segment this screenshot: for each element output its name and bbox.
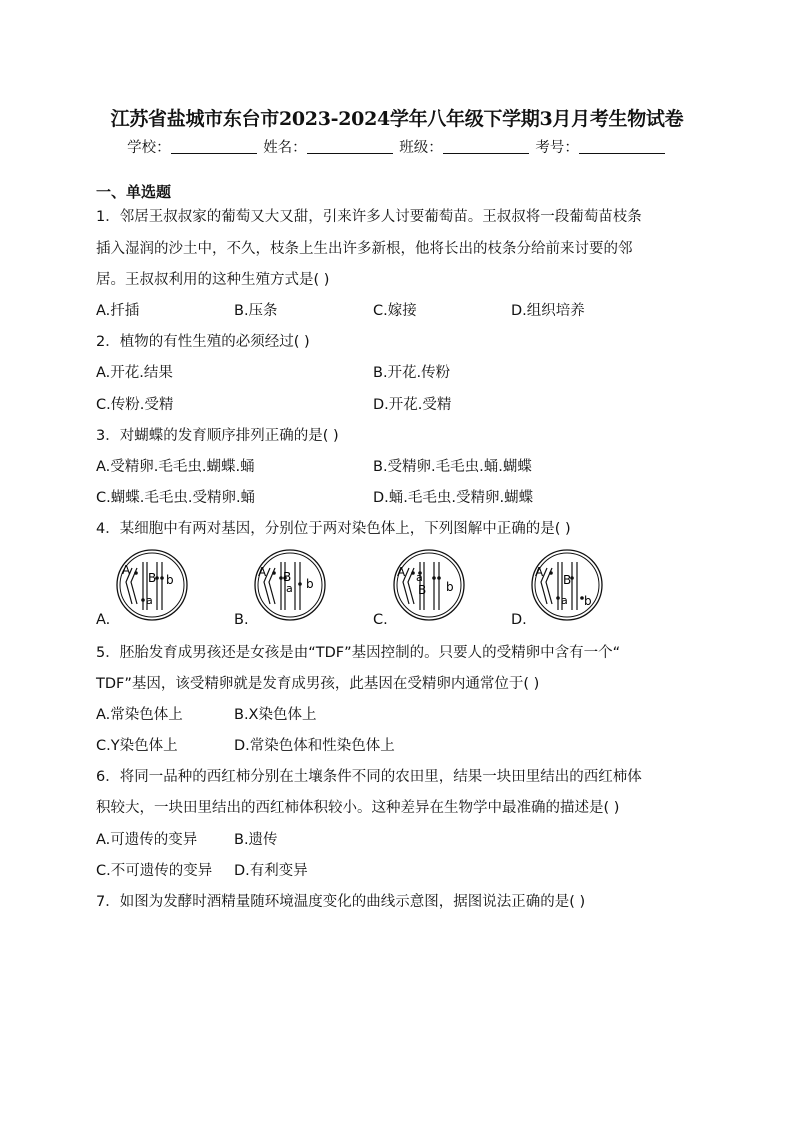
cell-diagram-c[interactable]: [389, 548, 469, 622]
question-5-option-b[interactable]: B.X染色体上: [234, 707, 317, 723]
section-heading: 一、单选题: [96, 183, 172, 201]
question-6-option-d[interactable]: D.有利变异: [234, 863, 308, 879]
question-2-line-1: 2．植物的有性生殖的必须经过( ): [96, 334, 310, 350]
gene-label: B: [148, 571, 157, 585]
question-6-line-1: 6．将同一品种的西红柿分别在土壤条件不同的农田里，结果一块田里结出的西红柿体: [96, 769, 642, 785]
question-6-option-b[interactable]: B.遗传: [234, 832, 278, 848]
school-blank[interactable]: [171, 139, 257, 154]
question-3-option-c[interactable]: C.蝴蝶.毛毛虫.受精卵.蛹: [96, 490, 256, 506]
gene-label: A: [122, 563, 131, 577]
question-6-option-a[interactable]: A.可遗传的变异: [96, 832, 198, 848]
exam-title: 江苏省盐城市东台市2023-2024学年八年级下学期3月月考生物试卷: [110, 108, 684, 130]
question-3-line-1: 3．对蝴蝶的发育顺序排列正确的是( ): [96, 428, 339, 444]
gene-label: B: [418, 583, 427, 597]
class-blank[interactable]: [443, 139, 529, 154]
gene-label: A: [535, 565, 544, 579]
cell-diagram-a[interactable]: [112, 548, 192, 622]
gene-label: a: [416, 571, 423, 584]
question-5-option-d[interactable]: D.常染色体和性染色体上: [234, 738, 395, 754]
school-label: 学校：: [127, 140, 171, 156]
question-4-option-a[interactable]: A.: [96, 612, 111, 628]
name-blank[interactable]: [307, 139, 393, 154]
name-label: 姓名：: [263, 140, 307, 156]
question-4-option-c[interactable]: C.: [373, 612, 388, 628]
gene-label: b: [584, 594, 592, 608]
question-5-line-1: 5．胚胎发育成男孩还是女孩是由“TDF”基因控制的。只要人的受精卵中含有一个“: [96, 645, 621, 661]
student-info-row: [0, 136, 794, 157]
question-3-option-d[interactable]: D.蛹.毛毛虫.受精卵.蝴蝶: [373, 490, 534, 506]
question-1-option-a[interactable]: A.扦插: [96, 303, 140, 319]
question-4-option-b[interactable]: B.: [234, 612, 249, 628]
question-1-option-b[interactable]: B.压条: [234, 303, 278, 319]
cell-diagram-d[interactable]: [527, 548, 607, 622]
exam-number-label: 考号：: [535, 140, 579, 156]
question-6-option-c[interactable]: C.不可遗传的变异: [96, 863, 213, 879]
question-4-option-d[interactable]: D.: [511, 612, 527, 628]
gene-label: A: [397, 565, 406, 579]
question-5-option-c[interactable]: C.Y染色体上: [96, 738, 178, 754]
question-2-option-b[interactable]: B.开花.传粉: [373, 365, 451, 381]
question-3-option-a[interactable]: A.受精卵.毛毛虫.蝴蝶.蛹: [96, 459, 255, 475]
question-4-line-1: 4．某细胞中有两对基因，分别位于两对染色体上，下列图解中正确的是( ): [96, 521, 571, 537]
question-7-line-1: 7．如图为发酵时酒精量随环境温度变化的曲线示意图，据图说法正确的是( ): [96, 894, 586, 910]
question-6-line-2: 积较大，一块田里结出的西红柿体积较小。这种差异在生物学中最准确的描述是( ): [96, 800, 620, 816]
question-1-line-2: 插入湿润的沙土中，不久，枝条上生出许多新根，他将长出的枝条分给前来讨要的邻: [96, 241, 633, 257]
question-1-option-d[interactable]: D.组织培养: [511, 303, 585, 319]
gene-label: b: [306, 577, 314, 591]
gene-label: b: [446, 580, 454, 594]
question-3-option-b[interactable]: B.受精卵.毛毛虫.蛹.蝴蝶: [373, 459, 532, 475]
gene-label: B: [283, 570, 292, 584]
question-5-line-2: TDF”基因，该受精卵就是发育成男孩，此基因在受精卵内通常位于( ): [96, 676, 540, 692]
question-2-option-c[interactable]: C.传粉.受精: [96, 397, 174, 413]
gene-label: b: [166, 573, 174, 587]
gene-label: a: [561, 594, 568, 607]
gene-label: A: [258, 565, 267, 579]
question-1-option-c[interactable]: C.嫁接: [373, 303, 417, 319]
question-1-line-1: 1．邻居王叔叔家的葡萄又大又甜，引来许多人讨要葡萄苗。王叔叔将一段葡萄苗枝条: [96, 209, 642, 225]
question-2-option-d[interactable]: D.开花.受精: [373, 397, 452, 413]
question-5-option-a[interactable]: A.常染色体上: [96, 707, 183, 723]
exam-number-blank[interactable]: [579, 139, 665, 154]
question-2-option-a[interactable]: A.开花.结果: [96, 365, 173, 381]
cell-diagram-b[interactable]: [250, 548, 330, 622]
question-1-line-3: 居。王叔叔利用的这种生殖方式是( ): [96, 272, 330, 288]
gene-label: a: [146, 594, 153, 607]
class-label: 班级：: [399, 140, 443, 156]
gene-label: B: [563, 573, 572, 587]
gene-label: a: [286, 582, 293, 595]
